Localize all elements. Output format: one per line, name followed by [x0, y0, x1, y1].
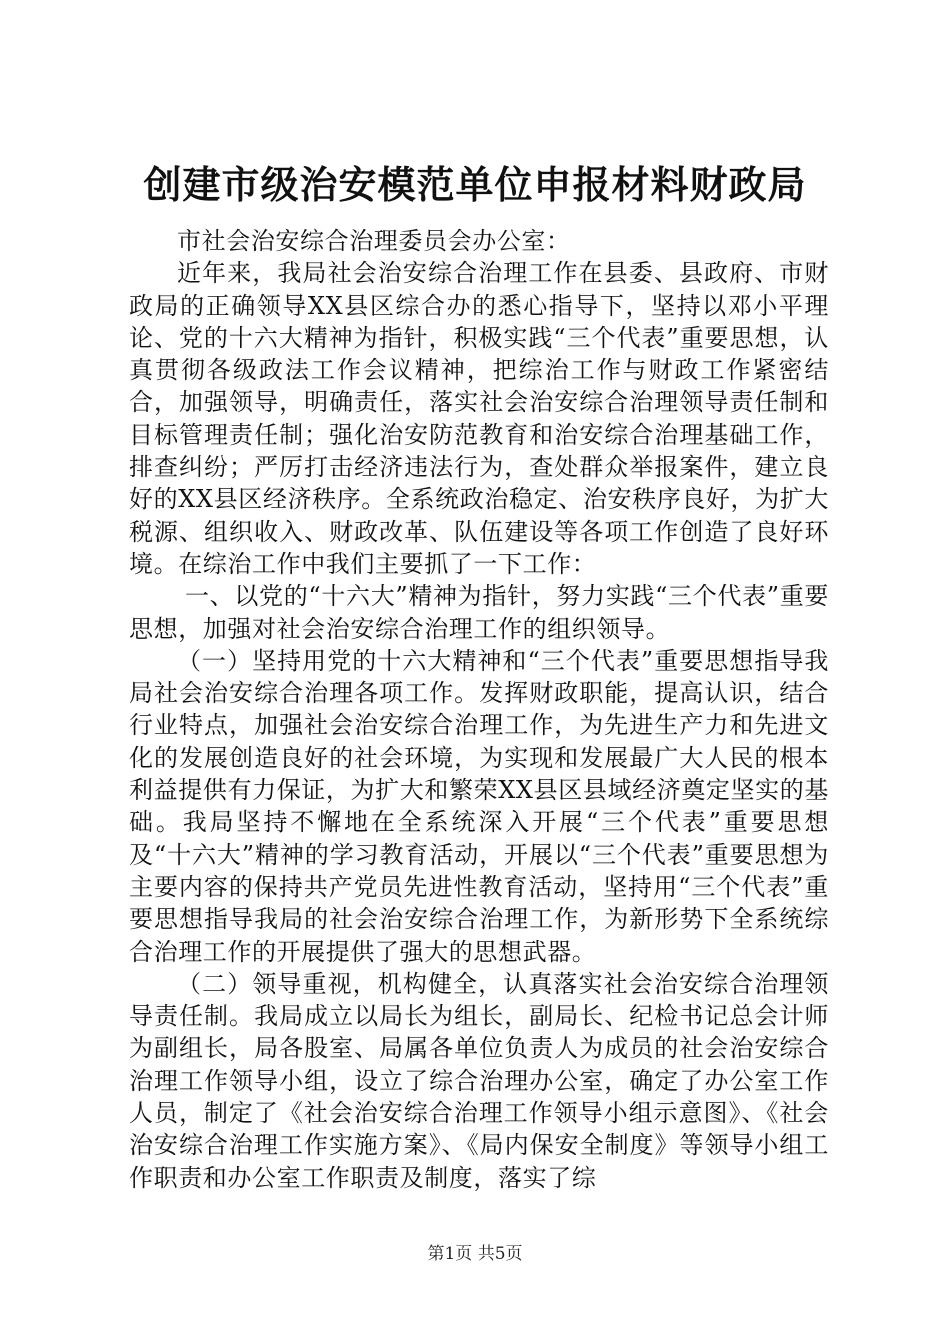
section-heading-1: 一、以党的“十六大”精神为指针，努力实践“三个代表”重要思想，加强对社会治安综合治理工作的组织领导。 [129, 582, 829, 643]
document-body [129, 225, 829, 1194]
subsection-paragraph-2: （二）领导重视，机构健全，认真落实社会治安综合治理领导责任制。我局成立以局长为组长，副局长、纪检书记总会计师为副组长，局各股室、局属各单位负责人为成员的社会治安综合治理工作领导小组，设立了综合治理办公室，确定了办公室工作人员，制定了《社会治安综合治理工作领导小组示意图》、《社会治安综合治理工作实施方案》、《局内保安全制度》等领导小组工作职责和办公室工作职责及制度，落实了综 [129, 969, 829, 1192]
document-title: 创建市级治安模范单位申报材料财政局 [143, 162, 807, 207]
subsection-paragraph-1: （一）坚持用党的十六大精神和“三个代表”重要思想指导我局社会治安综合治理各项工作。发挥财政职能，提高认识，结合行业特点，加强社会治安综合治理工作，为先进生产力和先进文化的发展创造良好的社会环境，为实现和发展最广大人民的根本利益提供有力保证，为扩大和繁荣XX县区县域经济奠定坚实的基础。我局坚持不懈地在全系统深入开展“三个代表”重要思想及“十六大”精神的学习教育活动，开展以“三个代表”重要思想为主要内容的保持共产党员先进性教育活动，坚持用“三个代表”重要思想指导我局的社会治安综合治理工作，为新形势下全系统综合治理工作的开展提供了强大的思想武器。 [129, 646, 829, 966]
page-number-footer: 第1页 共5页 [427, 1244, 523, 1264]
intro-paragraph: 近年来，我局社会治安综合治理工作在县委、县政府、市财政局的正确领导XX县区综合办的悉心指导下，坚持以邓小平理论、党的十六大精神为指针，积极实践“三个代表”重要思想，认真贯彻各级政法工作会议精神，把综治工作与财政工作紧密结合，加强领导，明确责任，落实社会治安综合治理领导责任制和目标管理责任制；强化治安防范教育和治安综合治理基础工作，排查纠纷；严厉打击经济违法行为，查处群众举报案件，建立良好的XX县区经济秩序。全系统政治稳定、治安秩序良好，为扩大税源、组织收入、财政改革、队伍建设等各项工作创造了良好环境。在综治工作中我们主要抓了一下工作： [129, 259, 829, 578]
salutation-paragraph: 市社会治安综合治理委员会办公室： [177, 227, 571, 255]
